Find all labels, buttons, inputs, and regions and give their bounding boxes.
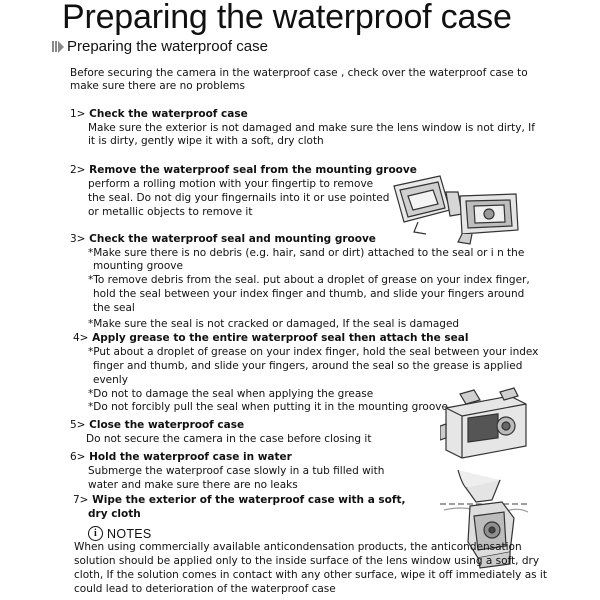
notes-line: solution should be applied only to the inside surface of the lens window using a soft, dry [74,555,540,567]
step-5-title: Close the waterproof case [89,419,245,431]
section-subtitle [52,38,268,55]
notes-line: cloth, If the solution comes in contact with any other surface, wipe it off immediately as it [74,569,547,581]
notes-label: NOTES [107,526,152,541]
intro-line-2: make sure there are no problems [70,80,245,92]
step-6-title: Hold the waterproof case in water [89,451,292,463]
step-1-line: it is dirty, gently wipe it with a soft, dry cloth [88,135,324,147]
step-4-line: finger and thumb, and slide your fingers, around the seal so the grease is applied [93,360,523,372]
info-icon: i [88,526,103,541]
step-2-line: the seal. Do not dig your fingernails into it or use pointed [88,192,390,204]
step-5-heading [70,419,244,433]
step-4-line: *Do not forcibly pull the seal when putting it in the mounting groove [88,401,448,413]
closed-case-illustration [440,386,532,464]
step-3-line: *Make sure there is no debris (e.g. hair, sand or dirt) attached to the seal or i n the [88,247,525,259]
step-7-title: Wipe the exterior of the waterproof case with a soft, [92,494,406,506]
notes-heading [88,526,152,541]
step-4-line: evenly [93,374,128,386]
step-1-title: Check the waterproof case [89,108,248,120]
step-7-number: 7> [73,494,89,506]
step-3-line: mounting groove [93,260,183,272]
step-7-title-cont: dry cloth [88,508,141,520]
camera-case-icon [440,386,532,464]
step-2-line: or metallic objects to remove it [88,206,253,218]
step-6-line: water and make sure there are no leaks [88,479,298,491]
step-2-line: perform a rolling motion with your fingertip to remove [88,178,374,190]
intro-line-1: Before securing the camera in the waterproof case , check over the waterproof case to [70,67,528,79]
step-2-title: Remove the waterproof seal from the mounting groove [89,164,417,176]
step-4-title: Apply grease to the entire waterproof seal then attach the seal [92,332,469,344]
step-4-number: 4> [73,332,89,344]
notes-line: could lead to deterioration of the waterproof case [74,583,336,595]
step-6-line: Submerge the waterproof case slowly in a tub filled with [88,465,385,477]
open-case-icon [388,168,523,246]
step-2-number: 2> [70,164,86,176]
step-3-line: hold the seal between your index finger and thumb, and slide your fingers around [93,288,525,300]
step-2-heading [70,164,417,178]
step-1-line: Make sure the exterior is not damaged and make sure the lens window is not dirty, If [88,122,535,134]
step-3-line: *Make sure the seal is not cracked or damaged, If the seal is damaged [88,318,460,330]
step-7-heading [73,494,405,508]
step-1-heading [70,108,248,122]
step-4-line: *Put about a droplet of grease on your index finger, hold the seal between your index [88,346,539,358]
step-3-heading [70,233,376,247]
subtitle-text: Preparing the waterproof case [67,38,268,55]
step-1-number: 1> [70,108,86,120]
step-6-number: 6> [70,451,86,463]
step-3-title: Check the waterproof seal and mounting groove [89,233,376,245]
bars-arrow-icon [52,41,64,53]
notes-line: When using commercially available anticondensation products, the anticondensation [74,541,522,553]
step-4-heading [73,332,468,346]
step-4-line: *Do not to damage the seal when applying the grease [88,388,374,400]
page-title: Preparing the waterproof case [62,0,512,36]
step-3-number: 3> [70,233,86,245]
step-5-line: Do not secure the camera in the case before closing it [86,433,372,445]
step-3-line: the seal [93,302,135,314]
step-5-number: 5> [70,419,86,431]
step-6-heading [70,451,292,465]
open-case-illustration [388,168,523,246]
step-3-line: *To remove debris from the seal. put about a droplet of grease on your index finger, [88,274,530,286]
